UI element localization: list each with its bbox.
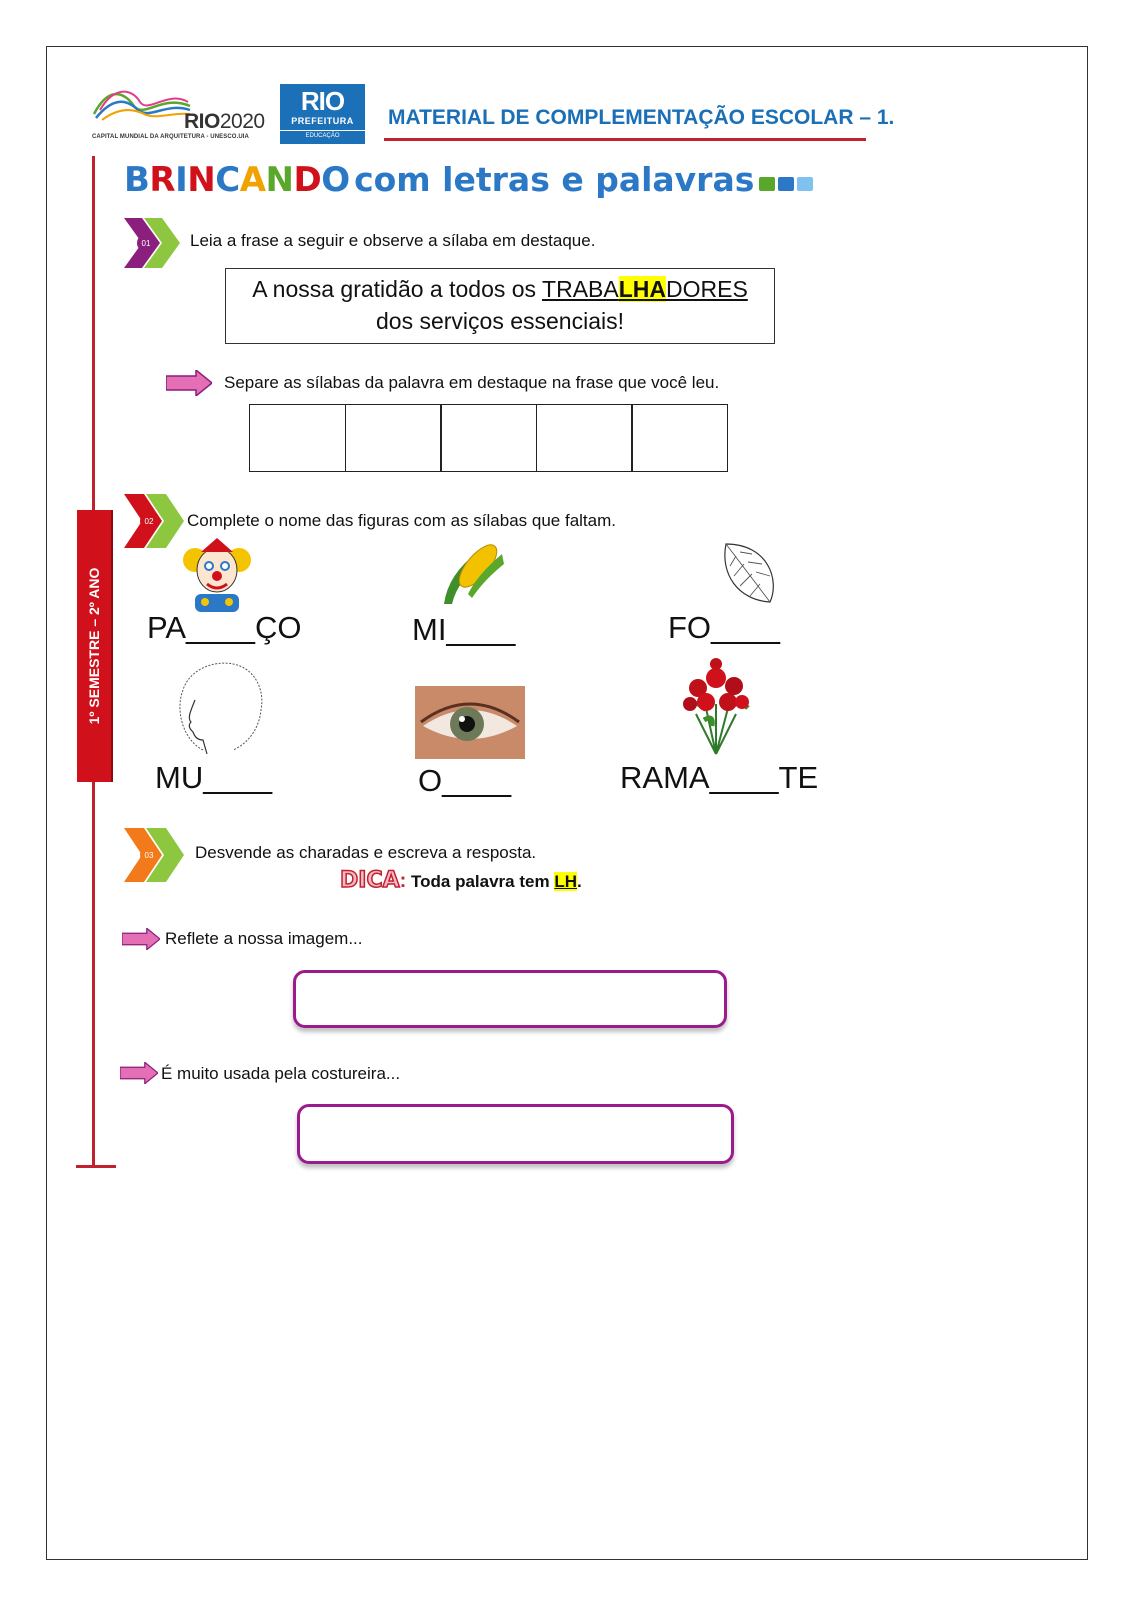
riddle2-text: É muito usada pela costureira... xyxy=(161,1064,401,1083)
dica-label: DICA xyxy=(340,868,400,893)
word-mulher: MU____ xyxy=(155,760,273,795)
rio2020-wordmark xyxy=(184,110,265,134)
word-highlight: LHA xyxy=(618,276,666,302)
word-palhaco: PA____ÇO xyxy=(147,610,302,645)
clown-icon xyxy=(181,536,253,614)
activity-03-instruction: Desvende as charadas e escreva a resposta. xyxy=(195,843,537,862)
word-milho: MI____ xyxy=(412,612,516,647)
brincando-letter: A xyxy=(239,160,266,200)
leaf-icon xyxy=(718,540,780,608)
word-folha: FO____ xyxy=(668,610,781,645)
riddle2-arrow-icon xyxy=(120,1062,158,1084)
activity-03-number: 03 xyxy=(144,851,154,860)
rio2020-rio: RIO xyxy=(184,110,220,133)
syllable-cell[interactable] xyxy=(345,404,442,472)
prefeitura-name: PREFEITURA xyxy=(291,116,354,126)
sentence-box xyxy=(225,268,775,344)
syllable-cell[interactable] xyxy=(440,404,537,472)
rio2020-subtitle: CAPITAL MUNDIAL DA ARQUITETURA - UNESCO.UIA xyxy=(92,134,249,140)
brincando-letter: N xyxy=(265,160,294,200)
brincando-letter: C xyxy=(215,160,240,200)
header-rule xyxy=(384,138,866,141)
woman-head-icon xyxy=(173,660,265,756)
rio2020-logo xyxy=(92,84,267,144)
prefeitura-logo xyxy=(280,84,365,144)
syllable-cell[interactable] xyxy=(631,404,728,472)
rio2020-wave-icon xyxy=(92,84,192,124)
dica-text-pre: Toda palavra tem xyxy=(406,872,555,891)
brincando-letter: D xyxy=(293,160,322,200)
activity-03-chevron-icon xyxy=(124,828,184,882)
prefeitura-dept: EDUCAÇÃO xyxy=(280,130,365,139)
corn-icon xyxy=(438,534,508,606)
word-ramalhete: RAMA____TE xyxy=(620,760,819,795)
activity-01-number: 01 xyxy=(141,239,151,248)
riddle1-text: Reflete a nossa imagem... xyxy=(165,929,363,948)
rio2020-year: 2020 xyxy=(219,110,265,133)
activity-01-sub-instruction: Separe as sílabas da palavra em destaque na frase que você leu. xyxy=(224,373,720,392)
activity-01-instruction: Leia a frase a seguir e observe a sílaba em destaque. xyxy=(190,231,596,250)
title-rest: com letras e palavras xyxy=(354,160,755,199)
activity-01-chevron-icon xyxy=(124,218,180,268)
activity-02-chevron-icon xyxy=(124,494,184,548)
riddle1-arrow-icon xyxy=(122,928,160,950)
sub-arrow-icon xyxy=(166,370,212,396)
brincando-letter: N xyxy=(187,160,216,200)
riddle2-answer-box[interactable] xyxy=(297,1104,734,1164)
dica-highlight: LH xyxy=(554,872,577,891)
eye-icon xyxy=(415,686,525,759)
word-pre: TRABA xyxy=(542,276,619,302)
dica-text-post: . xyxy=(576,872,582,891)
timeline-foot xyxy=(76,1165,116,1168)
syllable-grid xyxy=(249,404,727,472)
brincando-letter: O xyxy=(321,160,350,200)
activity-02-number: 02 xyxy=(144,517,154,526)
main-title xyxy=(124,160,816,204)
dica-colon: : xyxy=(399,870,407,892)
title-dots-icon xyxy=(759,177,816,196)
syllable-cell[interactable] xyxy=(536,404,633,472)
header-title: MATERIAL DE COMPLEMENTAÇÃO ESCOLAR – 1. xyxy=(388,106,895,129)
word-post: DORES xyxy=(666,276,748,302)
brincando-letter: I xyxy=(175,160,188,200)
semester-band xyxy=(77,510,111,782)
syllable-cell[interactable] xyxy=(249,404,346,472)
brincando-word xyxy=(124,160,350,200)
word-olho: O____ xyxy=(418,763,512,798)
sentence-pre: A nossa gratidão a todos os xyxy=(252,276,543,302)
roses-icon xyxy=(676,658,756,756)
highlight-word xyxy=(542,276,748,302)
semester-label: 1º SEMESTRE – 2º ANO xyxy=(86,567,102,725)
sentence-line-1 xyxy=(226,273,774,305)
sentence-line-2: dos serviços essenciais! xyxy=(376,308,624,334)
dica-hint xyxy=(340,868,582,893)
brincando-letter: R xyxy=(149,160,176,200)
riddle1-answer-box[interactable] xyxy=(293,970,727,1028)
activity-02-instruction: Complete o nome das figuras com as sílabas que faltam. xyxy=(187,511,616,530)
prefeitura-rio: RIO xyxy=(300,86,345,116)
brincando-letter: B xyxy=(124,160,150,200)
